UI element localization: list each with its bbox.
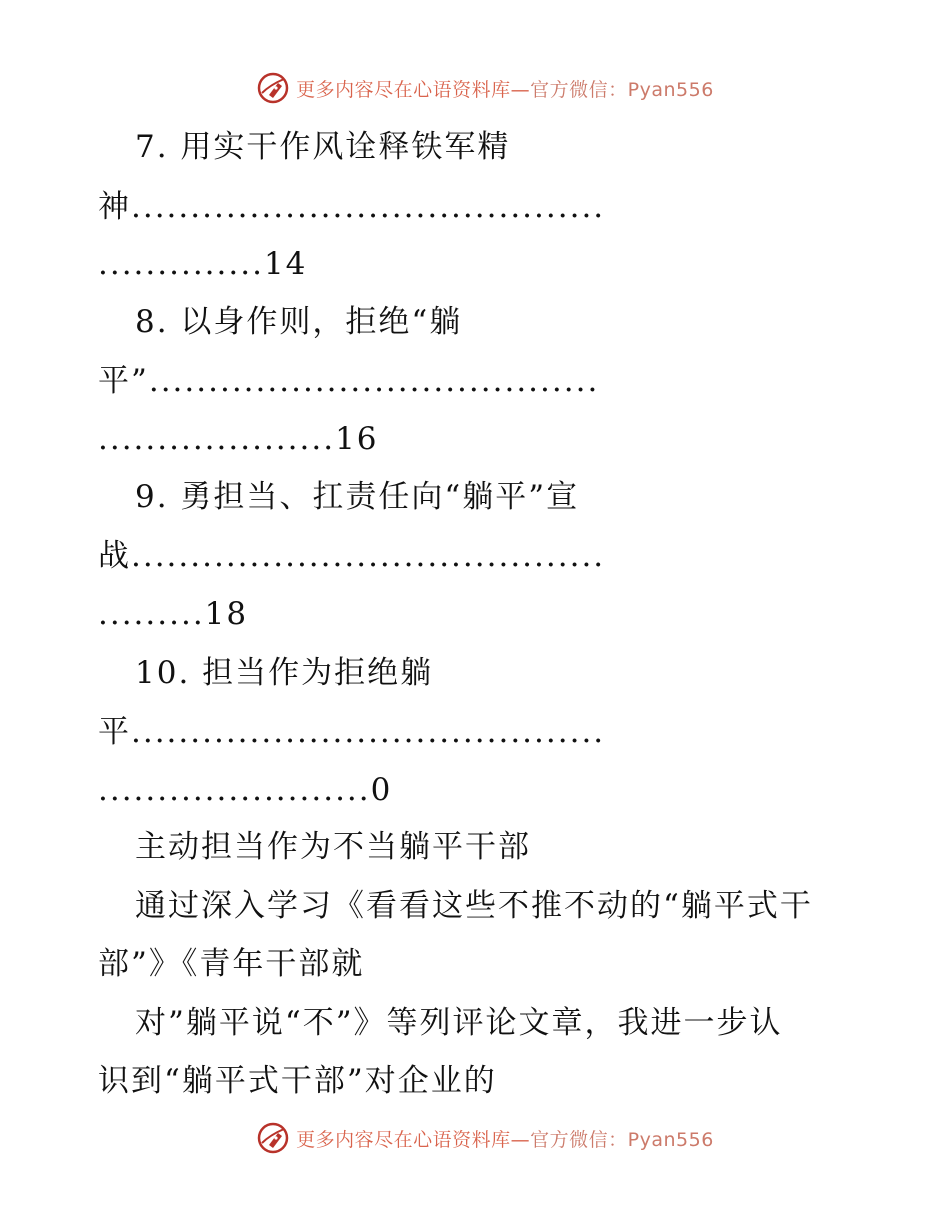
section-heading: 主动担当作为不当躺平干部	[135, 829, 531, 865]
toc-entry-9-page: .........18	[98, 596, 249, 632]
pen-nib-logo-icon	[256, 1121, 290, 1155]
header-banner-dash: —	[510, 78, 531, 101]
toc-entry-8-page: ....................16	[98, 421, 379, 457]
footer-banner-main: 更多内容尽在心语资料库	[296, 1128, 511, 1151]
pen-nib-logo-icon	[256, 71, 290, 105]
toc-entry-9-title: 9. 勇担当、扛责任向“躺平”宣	[135, 479, 580, 515]
footer-banner	[0, 1118, 950, 1158]
toc-entry-9-dots: 战........................................	[98, 538, 606, 574]
header-banner-inner	[236, 71, 714, 105]
body-paragraph-line-1: 通过深入学习《看看这些不推不动的“躺平式干	[135, 888, 813, 924]
body-paragraph-line-2: 部”》《青年干部就	[98, 946, 365, 982]
footer-banner-text	[296, 1125, 714, 1152]
toc-entry-8-title: 8. 以身作则，拒绝“躺	[135, 304, 463, 340]
header-banner-main: 更多内容尽在心语资料库	[296, 78, 511, 101]
toc-entry-10-title: 10. 担当作为拒绝躺	[135, 655, 434, 691]
body-paragraph-line-3: 对”躺平说“不”》等列评论文章，我进一步认	[135, 1005, 783, 1041]
footer-banner-inner	[236, 1121, 714, 1155]
toc-entry-7-dots: 神........................................	[98, 189, 606, 225]
header-banner-text	[296, 75, 714, 102]
footer-banner-wechat: 官方微信：Pyan556	[530, 1128, 714, 1151]
footer-banner-dash: —	[510, 1128, 531, 1151]
toc-entry-10-dots: 平........................................	[98, 714, 606, 750]
header-banner-wechat: 官方微信：Pyan556	[530, 78, 714, 101]
toc-entry-7-title: 7. 用实干作风诠释铁军精	[135, 129, 511, 165]
body-paragraph-line-4: 识到“躺平式干部”对企业的	[98, 1063, 497, 1099]
toc-entry-8-dots: 平”......................................	[98, 363, 600, 399]
header-banner	[0, 68, 950, 108]
toc-entry-7-page: ..............14	[98, 246, 308, 282]
toc-entry-10-page: .......................0	[98, 772, 393, 808]
